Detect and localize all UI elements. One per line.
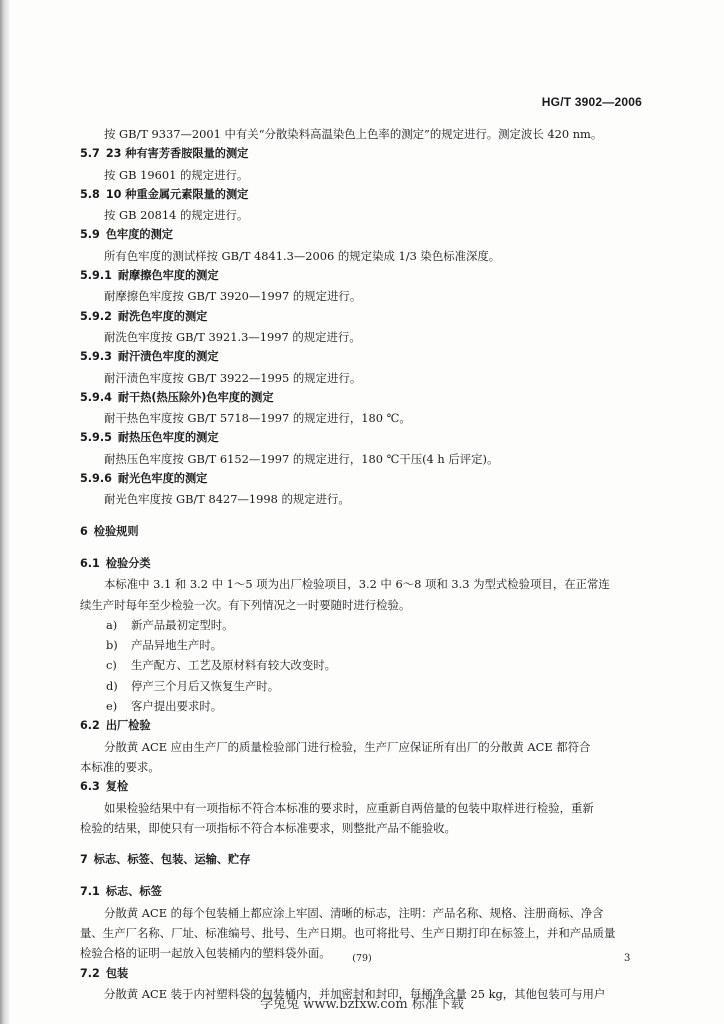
watermark-text: 学兔兔 www.bzfxw.com 标准下载: [260, 997, 464, 1012]
section-heading: [80, 522, 646, 542]
section-gap: [80, 838, 646, 850]
paragraph-line: 如果检验结果中有一项指标不符合本标准的要求时，应重新自两倍量的包装中取样进行检验，重新: [104, 800, 594, 815]
section-heading: [80, 716, 646, 736]
paragraph-line: 耐干热色牢度按 GB/T 5718—1997 的规定进行，180 ℃。: [104, 411, 411, 426]
document-body: [80, 124, 646, 1004]
section-title: 检验分类: [105, 556, 151, 570]
list-marker: b): [106, 638, 118, 653]
section-number: 6.3: [80, 780, 100, 794]
section-heading: [80, 428, 646, 448]
scan-edge: [0, 0, 10, 1024]
list-marker: c): [106, 658, 117, 673]
list-item-text: 客户提出要求时。: [131, 699, 223, 714]
section-heading: [80, 964, 646, 984]
list-item: [80, 615, 646, 635]
section-number: 5.9.3: [80, 350, 112, 364]
section-heading: [80, 185, 646, 205]
section-title: 23 种有害芳香胺限量的测定: [105, 147, 249, 161]
section-heading: [80, 144, 646, 164]
list-marker: d): [106, 678, 118, 693]
section-heading: [80, 777, 646, 797]
list-item: [80, 655, 646, 675]
section-title: 耐干热(热压除外)色牢度的测定: [117, 390, 274, 404]
paragraph-line: 所有色牢度的测试样按 GB/T 4841.3—2006 的规定染成 1/3 染色标准深度。: [104, 248, 501, 263]
paragraph-line: 耐摩擦色牢度按 GB/T 3920—1997 的规定进行。: [104, 289, 362, 304]
paragraph-continuation: 续生产时每年至少检验一次。有下列情况之一时要随时进行检验。: [80, 597, 411, 612]
paragraph-continuation: 检验的结果，即使只有一项指标不符合本标准要求，则整批产品不能验收。: [80, 820, 456, 835]
section-title: 耐洗色牢度的测定: [117, 309, 208, 323]
section-gap: [80, 870, 646, 882]
section-title: 耐光色牢度的测定: [117, 472, 208, 486]
list-item-text: 新产品最初定型时。: [131, 617, 234, 632]
list-item-text: 停产三个月后又恢复生产时。: [131, 678, 280, 693]
paragraph-line: 按 GB/T 9337—2001 中有关“分散染料高温染色上色率的测定”的规定进行。测定波长 420 nm。: [104, 127, 603, 141]
section-number: 5.8: [80, 187, 100, 201]
paragraph-line: 分散黄 ACE 装于内衬塑料袋的包装桶内，并加密封和封印，每桶净含量 25 kg，其他包装可与用户: [104, 986, 606, 1001]
section-title: 色牢度的测定: [105, 228, 173, 242]
paragraph-line: 按 GB 20814 的规定进行。: [104, 208, 249, 223]
section-number: 5.9.4: [80, 390, 112, 404]
paragraph-continuation: 量、生产厂名称、厂址、标准编号、批号、生产日期。也可将批号、生产日期打印在标签上，并和产品质量: [80, 925, 616, 940]
section-heading: [80, 225, 646, 245]
paragraph-line: 按 GB 19601 的规定进行。: [104, 167, 249, 182]
section-heading: [80, 882, 646, 902]
section-title: 复检: [105, 780, 129, 794]
list-item: [80, 676, 646, 696]
section-number: 6.1: [80, 556, 100, 570]
list-marker: a): [106, 617, 118, 632]
section-heading: [80, 347, 646, 367]
section-number: 6.2: [80, 719, 100, 733]
section-title: 标志、标签: [105, 885, 162, 899]
paragraph-continuation: 检验合格的证明一起放入包装桶内的塑料袋外面。: [80, 946, 331, 961]
section-number: 6: [80, 524, 88, 538]
document-code: HG/T 3902—2006: [541, 95, 642, 109]
section-heading: [80, 307, 646, 327]
list-item: [80, 635, 646, 655]
paragraph-continuation: 本标准的要求。: [80, 759, 160, 774]
section-title: 出厂检验: [105, 719, 151, 733]
section-title: 包装: [105, 966, 129, 980]
section-heading: [80, 554, 646, 574]
paragraph-line: 分散黄 ACE 的每个包装桶上都应涂上牢固、清晰的标志，注明：产品名称、规格、注册商标、净含: [104, 905, 604, 920]
section-heading: [80, 850, 646, 870]
section-number: 7.1: [80, 885, 100, 899]
section-gap: [80, 510, 646, 522]
section-heading: [80, 266, 646, 286]
section-number: 5.9: [80, 228, 100, 242]
paragraph-line: 耐热压色牢度按 GB/T 6152—1997 的规定进行，180 ℃干压(4 h 后评定)。: [104, 451, 499, 466]
paragraph-line: 本标准中 3.1 和 3.2 中 1～5 项为出厂检验项目，3.2 中 6～8 项和 3.3 为型式检验项目，在正常连: [104, 577, 610, 592]
section-title: 检验规则: [93, 524, 139, 538]
section-number: 5.9.5: [80, 431, 112, 445]
list-item-text: 生产配方、工艺及原材料有较大改变时。: [131, 658, 337, 673]
section-heading: [80, 388, 646, 408]
section-title: 标志、标签、包装、运输、贮存: [93, 853, 251, 867]
section-number: 5.9.2: [80, 309, 112, 323]
section-number: 7.2: [80, 966, 100, 980]
footer-local-page: 3: [624, 953, 631, 964]
list-marker: e): [106, 699, 118, 714]
section-gap: [80, 542, 646, 554]
paragraph-line: 分散黄 ACE 应由生产厂的质量检验部门进行检验，生产厂应保证所有出厂的分散黄 ACE 都符合: [104, 739, 591, 754]
paragraph-line: 耐汗渍色牢度按 GB/T 3922—1995 的规定进行。: [104, 370, 362, 385]
list-item: [80, 696, 646, 716]
section-title: 耐热压色牢度的测定: [117, 431, 219, 445]
section-number: 5.9.6: [80, 472, 112, 486]
section-number: 5.9.1: [80, 269, 112, 283]
section-heading: [80, 469, 646, 489]
section-number: 5.7: [80, 147, 100, 161]
list-item-text: 产品异地生产时。: [131, 638, 223, 653]
section-number: 7: [80, 853, 88, 867]
paragraph-line: 耐光色牢度按 GB/T 8427—1998 的规定进行。: [104, 492, 350, 507]
section-title: 10 种重金属元素限量的测定: [105, 187, 249, 201]
footer-page-number: (79): [352, 953, 372, 964]
section-title: 耐汗渍色牢度的测定: [117, 350, 219, 364]
section-title: 耐摩擦色牢度的测定: [117, 269, 219, 283]
paragraph-line: 耐洗色牢度按 GB/T 3921.3—1997 的规定进行。: [104, 329, 361, 344]
